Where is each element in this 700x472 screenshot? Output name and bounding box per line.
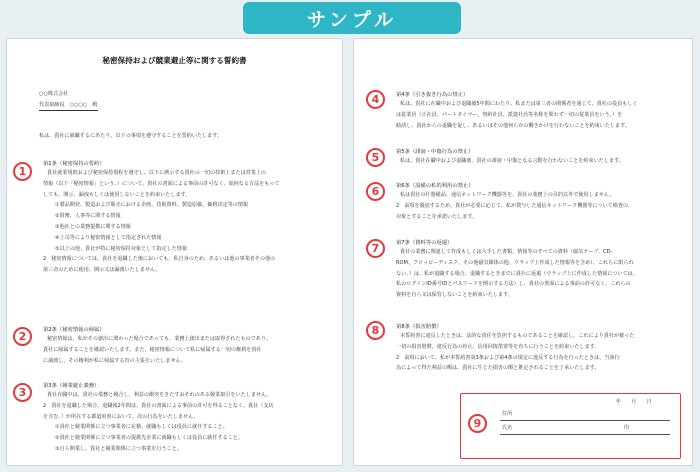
body-line: 本誓約書に違反したときは、法的な責任を負担するものであることを確認し、これにより貴社が被った (400, 333, 635, 339)
body-line: 貴社就業規則および秘密保持規程を遵守し、以下に例示する貴社の一切の技術上または営業上の (47, 170, 267, 176)
intro-text: 私は、貴社に就職するにあたり、以下の事項を遵守することを誓約いたします。 (39, 133, 222, 139)
name-label: 氏名 (502, 425, 513, 431)
section-heading-7: 第7条（資料等の返還） (396, 240, 453, 246)
body-line: 貴社に帰属することを確認いたします。また、秘密情報について私に帰属する一切の権利を貴社 (43, 346, 262, 353)
company-name: ○○株式会社 (39, 91, 69, 97)
body-line: 秘密情報は、私がその創出に関わった場合であっても、業務上創出または取得されたものであり、 (47, 336, 272, 342)
body-line: 資料を自ら又は保管しないことを約束いたします。 (396, 292, 513, 299)
body-line: ②財務、人事等に関する情報 (55, 213, 121, 220)
section-body-5 (400, 156, 624, 167)
section-body-3 (43, 390, 274, 455)
body-line: 対象とすることを承諾いたします。 (396, 213, 478, 220)
body-line: 情報（以下「秘密情報」という。）について、貴社の書面による事前の許可なく、如何なる方法をもって (43, 180, 280, 187)
body-line: ①製品開発、製造および販売における企画、技術資料、製造原価、価格決定等の情報 (55, 202, 249, 209)
section-heading-6: 第6条（設備の私的利用の禁止） (396, 183, 474, 189)
body-line: 為によって得た利益の額は、貴社に生じた損害の額と推定されることを了承いたします。 (396, 365, 600, 372)
seal-mark: 印 (624, 425, 630, 431)
body-line: 一切の損害賠償、違反行為の停止、信用回復措置等を直ちに行うことを約束いたします。 (396, 343, 600, 350)
body-line: は従業員（正社員、パートタイマー、契約社員、派遣社員等名称を問わず一切の従業員をいう。）を (396, 111, 623, 118)
section-body-6 (396, 190, 629, 222)
annotation-badge-7: 7 (366, 239, 385, 258)
body-line: を含む。）が所在する都道府県において、次の行為をいたしません。 (43, 413, 199, 420)
document-page-right (353, 38, 693, 466)
section-body-4 (396, 99, 638, 131)
section-body-1 (43, 168, 280, 276)
document-page-left (6, 38, 343, 466)
body-line: 第三者のために使用、開示又は漏洩いたしません。 (43, 267, 161, 274)
body-line: 2 前項において、私が本誓約書第3条および第4条の規定に違反する行為を行ったときは、当該行 (396, 354, 620, 361)
body-line: ④上司等により秘密情報として指定された情報 (55, 234, 162, 241)
name-line (500, 434, 670, 435)
section-heading-2: 第2条（秘密情報の帰属） (43, 327, 105, 333)
annotation-badge-4: 4 (366, 90, 385, 109)
section-heading-1: 第1条（秘密保持の誓約） (43, 161, 105, 167)
section-body-7 (396, 247, 638, 301)
section-heading-3: 第3条（競業避止義務） (43, 383, 100, 389)
body-line: 私は、貴社在職中および退職後、貴社の誹謗・中傷となる言動を行わないことを約束いたします。 (400, 158, 624, 164)
body-line: ②貴社と競業関係に立つ事業者の提携先企業に就職もしくは役員に就任すること。 (55, 435, 243, 442)
representative-name: 代表取締役 ○○○○ 殿 (39, 101, 98, 111)
body-line: ⑤以上の他、貴社が特に秘密保持対象として指定した情報 (55, 245, 187, 252)
address-label: 住所 (502, 411, 513, 417)
body-line: ③他社との業務提携に関する情報 (55, 223, 131, 230)
annotation-badge-3: 3 (13, 383, 32, 402)
body-line: ①貴社と競業関係に立つ事業者に在籍、就職もしくは役員に就任すること。 (55, 424, 228, 431)
annotation-badge-6: 6 (366, 182, 385, 201)
address-line (500, 420, 670, 421)
section-heading-8: 第8条（損害賠償） (396, 324, 442, 330)
annotation-badge-1: 1 (13, 162, 32, 181)
body-line: 私は貴社の什器備品、通信ネットワーク機器等を、貴社の業務上の目的以外で使用しません。 (400, 192, 615, 198)
body-line: ない。）は、私が退職する場合、退職するときまでに貴社に返還（ウラップ上に作成した情報については、 (396, 270, 638, 277)
body-line: 2 貴社を退職した場合、退職後2年間は、貴社の書面による事前の許可を得ることなく、貴社（支店 (43, 402, 274, 409)
body-line: 勧誘し、貴社からの退職を促し、あるいはその他何らかの働きかけを行わないことを約束いたします。 (396, 122, 630, 129)
body-line: に譲渡し、その権利が私に帰属する旨の主張をいたしません。 (43, 357, 186, 364)
section-heading-4: 第4条（引き抜き行為の禁止） (396, 92, 469, 98)
sample-banner: サンプル (243, 2, 461, 34)
body-line: ③自ら開業し、貴社と競業関係に立つ事業を行うこと。 (55, 445, 182, 452)
document-title: 秘密保持および競業避止等に関する誓約書 (102, 56, 247, 65)
body-line: 2 前項を徹底するため、貴社が必要に応じて、私が貸与した通信ネットワーク機器等について検査の (396, 202, 629, 209)
body-line: しても、開示、漏洩もしくは使用しないことを約束いたします。 (43, 191, 191, 198)
annotation-badge-2: 2 (13, 327, 32, 346)
body-line: 私のログインID番号IDとパスワードを開示する方法）し、貴社の書面による事前の許可なく、これらの (396, 281, 631, 288)
body-line: 私は、貴社に在職中および退職後5年間にわたり、私または第三者の関係者を通じて、貴社の役員もしく (400, 101, 638, 107)
section-body-8 (396, 331, 635, 374)
annotation-badge-5: 5 (366, 148, 385, 167)
body-line: 貴社在職中は、貴社の業務と競合し、利益の衝突をきたすおそれのある競業取引をいたしません。 (47, 392, 272, 398)
section-body-2 (43, 334, 272, 366)
signature-date: 年 月 日 (616, 399, 652, 405)
section-heading-5: 第5条（誹謗・中傷行為の禁止） (396, 149, 474, 155)
annotation-badge-8: 8 (366, 321, 385, 340)
body-line: 2 秘密情報については、貴社を退職した後においても、私自身のため、あるいは他の事業者その他の (43, 256, 276, 263)
body-line: ROM、フロッピーディスク、その他磁気媒体の他、ウラップ上作成した情報等を含め）、これらに限られ (396, 259, 634, 266)
body-line: 貴社の業務に関連して作成もしくは入手した書類、情報等のすべての資料（磁気テープ、CD- (400, 249, 613, 255)
annotation-badge-9: 9 (468, 414, 487, 433)
